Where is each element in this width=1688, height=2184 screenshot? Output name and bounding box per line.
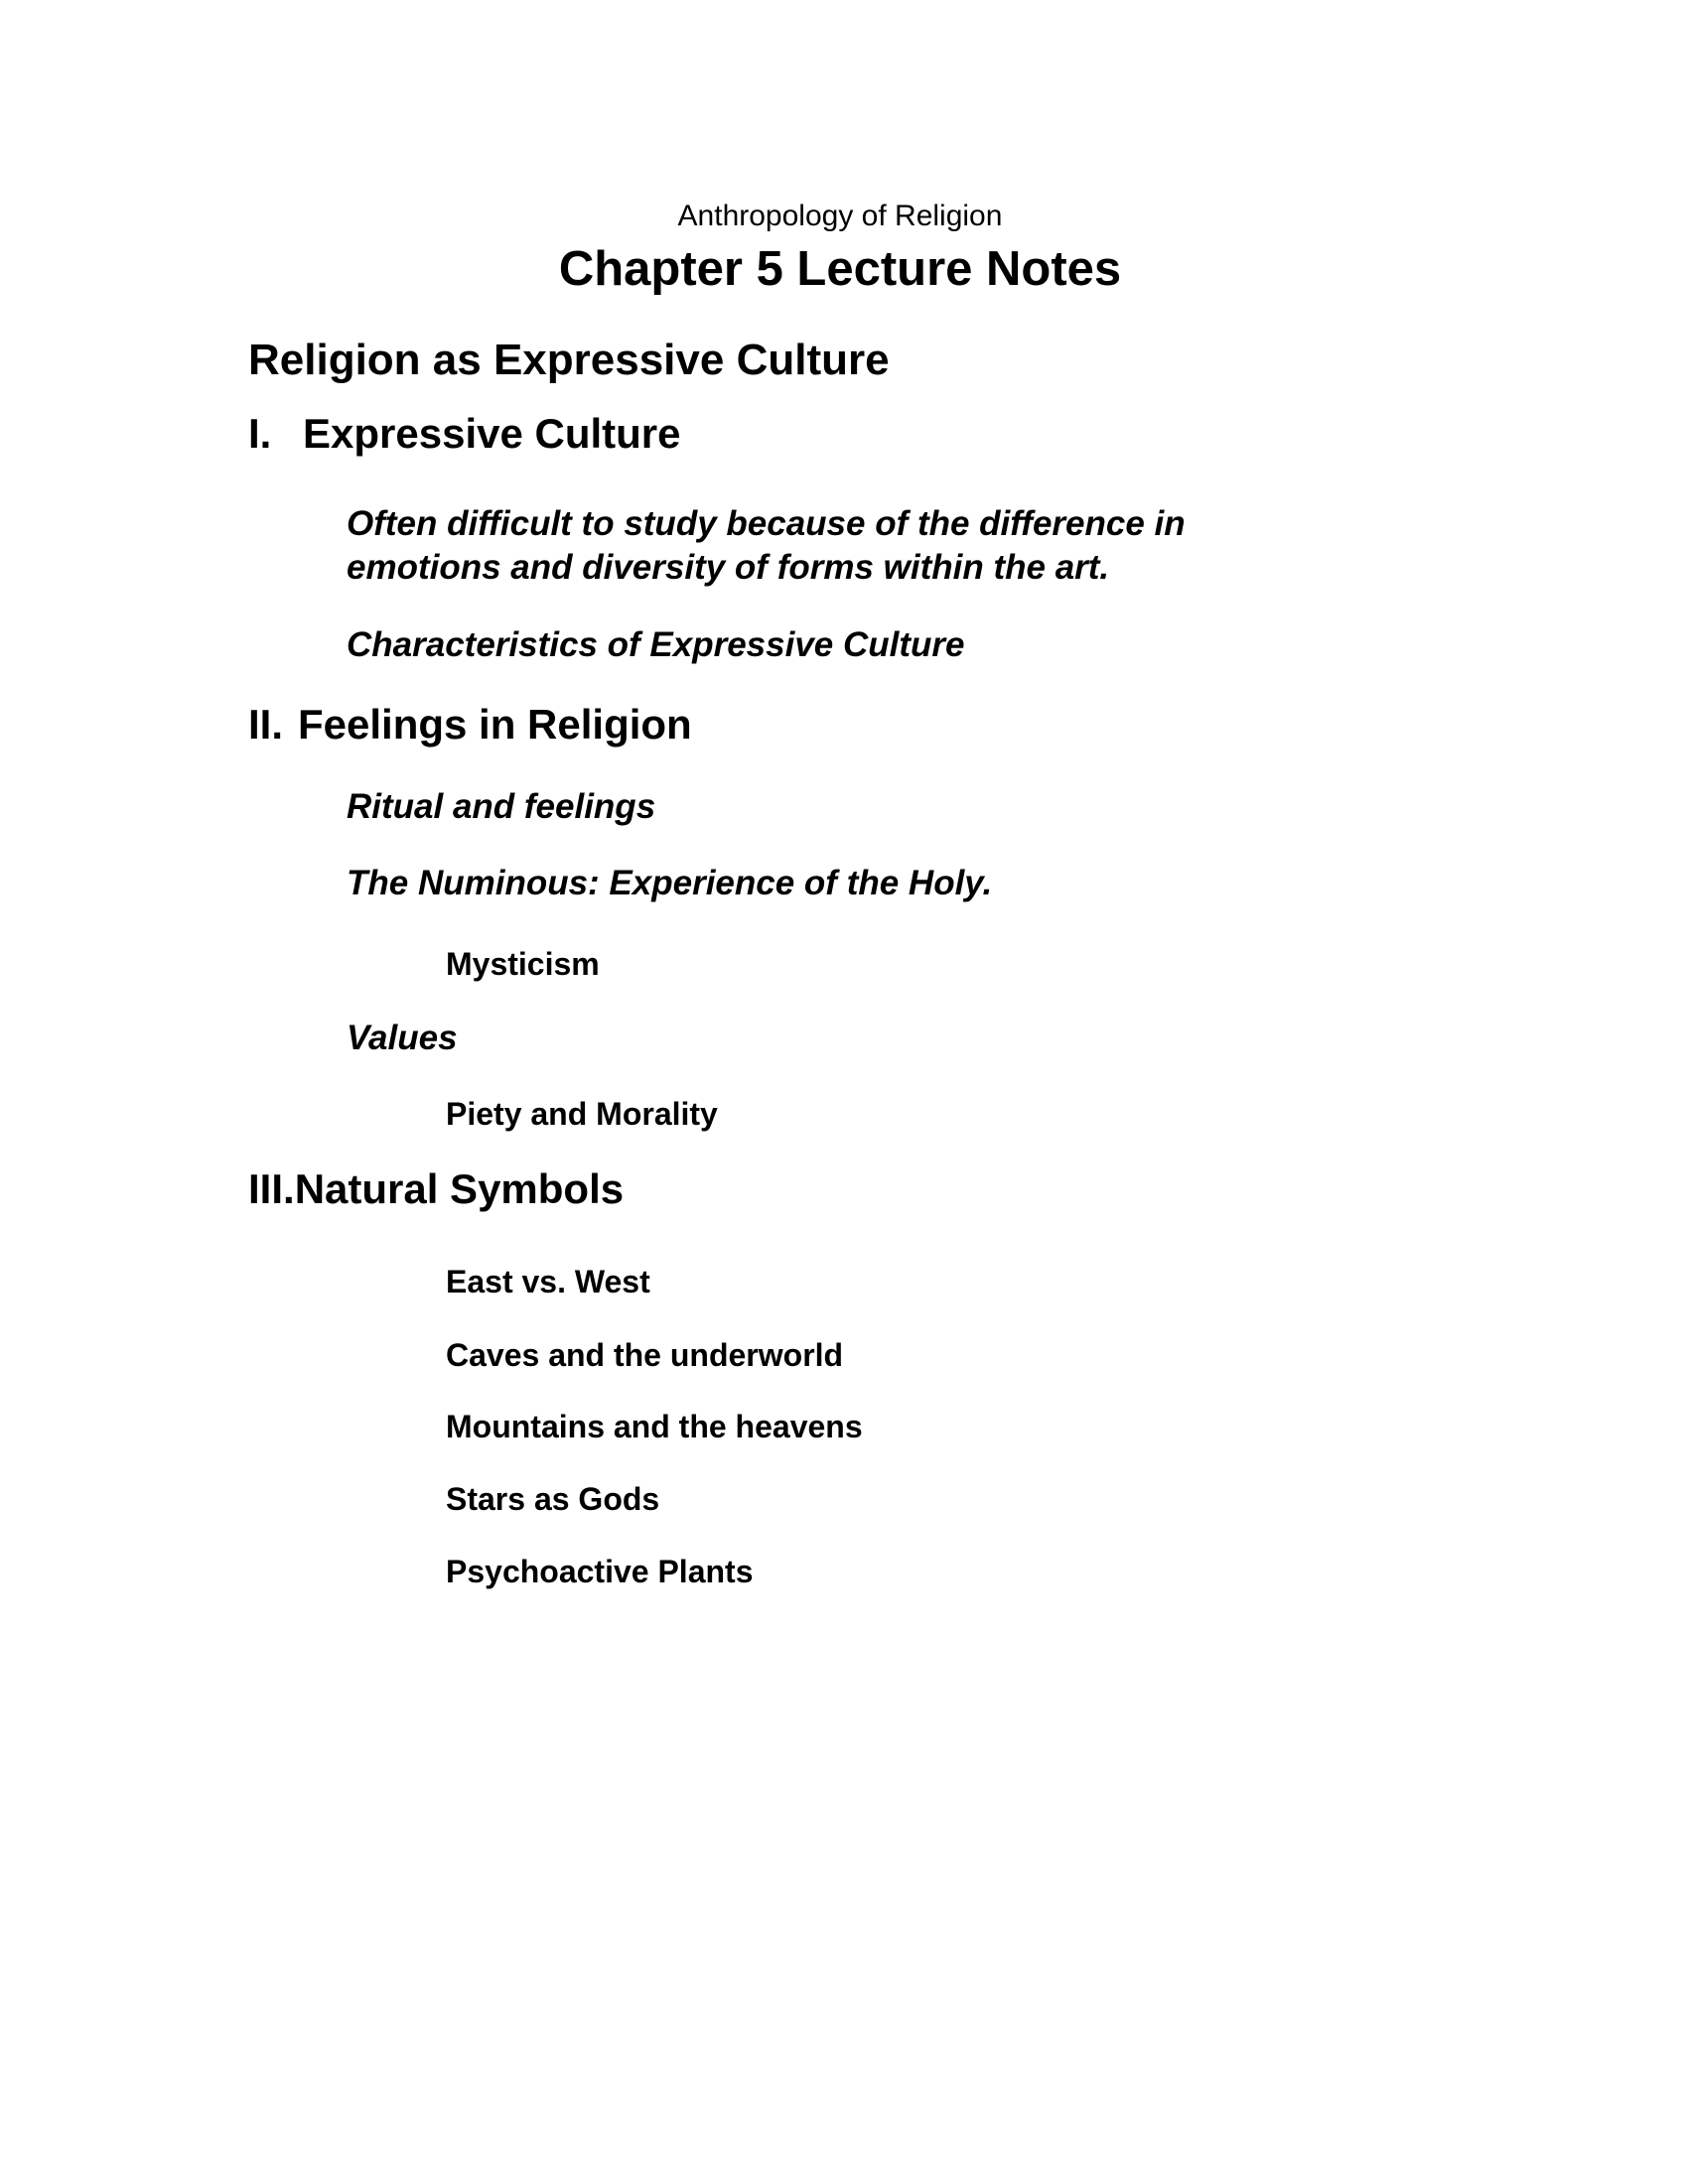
- section-title: Natural Symbols: [294, 1165, 625, 1212]
- topic-values: Values: [347, 1019, 458, 1057]
- section-heading-3: [248, 1165, 625, 1212]
- topic-characteristics: Characteristics of Expressive Culture: [347, 625, 965, 664]
- section-title: Feelings in Religion: [298, 701, 692, 748]
- subtopic-stars: Stars as Gods: [446, 1481, 660, 1517]
- section-numeral: I.: [248, 410, 272, 457]
- page-title: Chapter 5 Lecture Notes: [558, 242, 1122, 296]
- section-title: Expressive Culture: [303, 410, 681, 457]
- subtopic-piety-and-morality: Piety and Morality: [446, 1096, 718, 1132]
- subtopic-mountains: Mountains and the heavens: [446, 1409, 863, 1444]
- document-heading: Religion as Expressive Culture: [248, 336, 890, 384]
- topic-paragraph-line-1: Often difficult to study because of the difference in: [347, 504, 1186, 543]
- section-numeral: III.: [248, 1165, 295, 1212]
- subtopic-caves: Caves and the underworld: [446, 1337, 844, 1373]
- course-name: Anthropology of Religion: [677, 200, 1003, 232]
- section-numeral: II.: [248, 701, 284, 748]
- topic-numinous: The Numinous: Experience of the Holy.: [347, 864, 993, 902]
- subtopic-mysticism: Mysticism: [446, 946, 600, 982]
- section-heading-1: [248, 410, 681, 457]
- subtopic-psychoactive-plants: Psychoactive Plants: [446, 1554, 754, 1589]
- topic-paragraph-line-2: emotions and diversity of forms within the art.: [347, 548, 1110, 587]
- topic-ritual-and-feelings: Ritual and feelings: [347, 787, 656, 826]
- section-heading-2: [248, 701, 692, 748]
- subtopic-east-vs-west: East vs. West: [446, 1264, 650, 1299]
